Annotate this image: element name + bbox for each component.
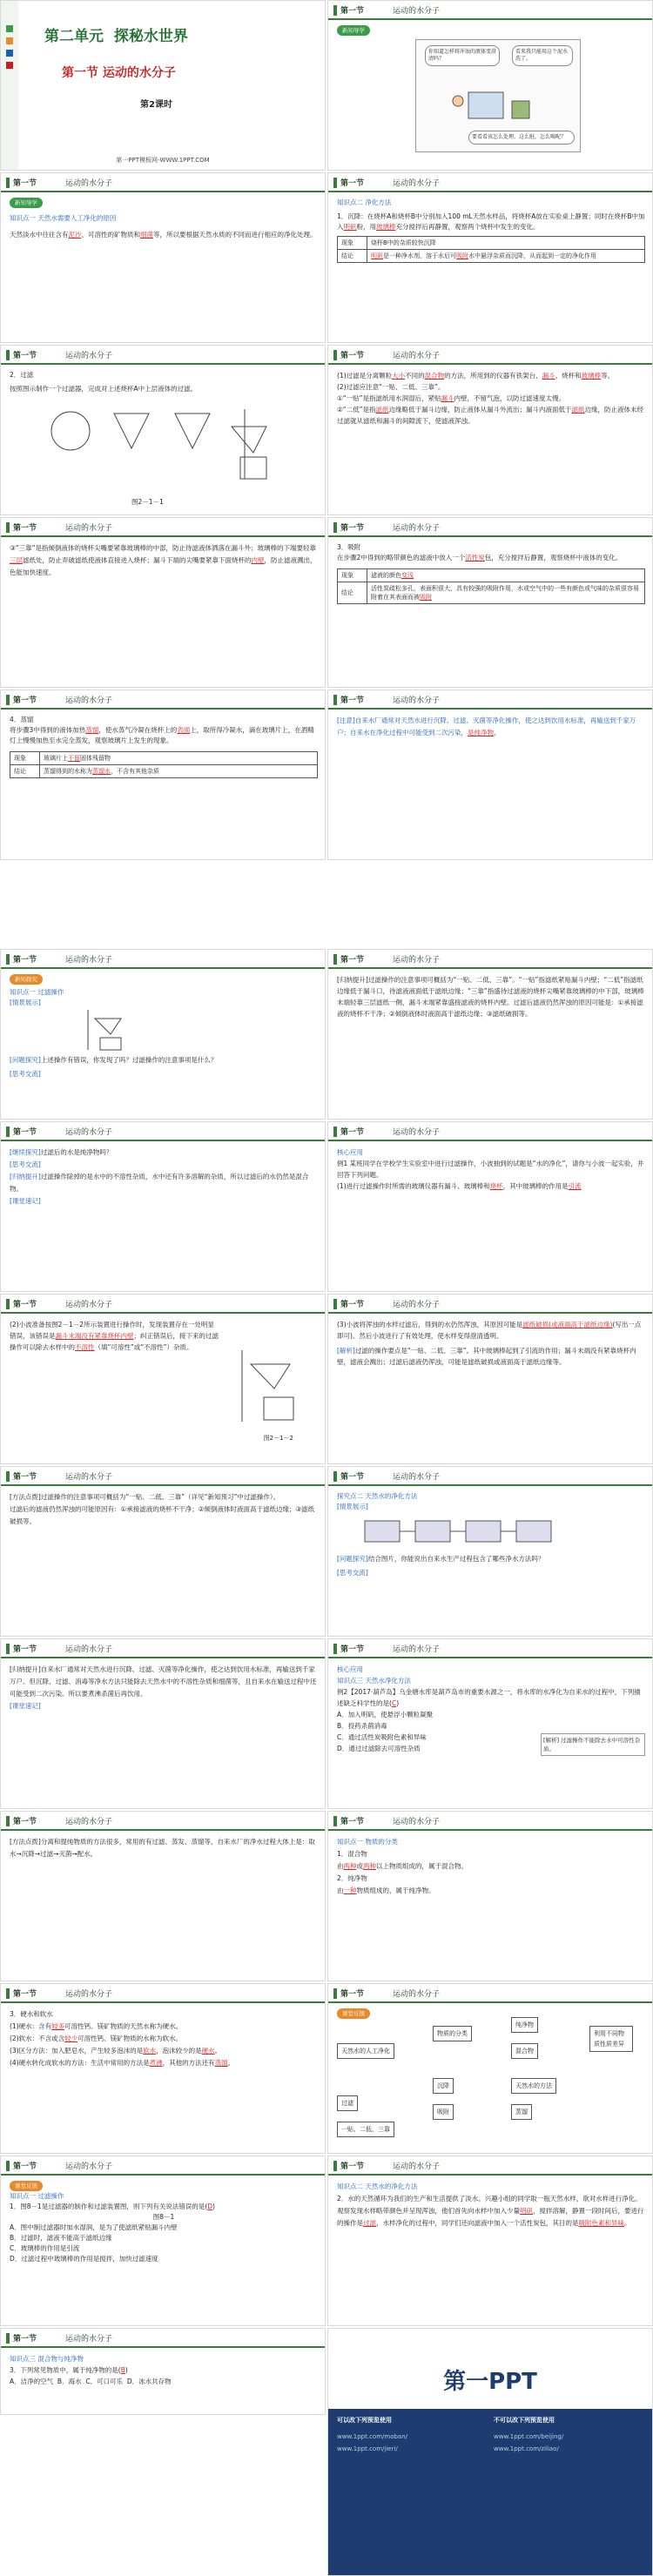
- paragraph: 例2【2017·葫芦岛】乌金塘水库是葫芦岛市的重要水源之一，将水库的水净化为自来水的过程中，下列描述缺乏科学性的是(C): [337, 1688, 641, 1707]
- slide-header: 第一节 运动的水分子: [1, 950, 325, 969]
- ppt-logo: 第一PPT: [443, 2369, 537, 2395]
- deco-square: [6, 50, 13, 57]
- filtration-apparatus-icon: [79, 1008, 131, 1052]
- water-tank-icon: [451, 84, 547, 127]
- slide-header: 第一节 运动的水分子: [1, 2156, 325, 2176]
- ad-link[interactable]: www.1ppt.com/beijing/: [494, 2433, 564, 2440]
- slide-explore-purification[interactable]: [327, 1466, 653, 1637]
- slide-header: 第一节 运动的水分子: [328, 1122, 652, 1141]
- slide-classification[interactable]: [327, 1811, 653, 1981]
- slide-explore-filtration[interactable]: [0, 949, 326, 1120]
- figure-caption: 图2－1－1: [131, 498, 164, 506]
- slide-example-2[interactable]: [327, 1638, 653, 1809]
- slide-sedimentation[interactable]: [327, 172, 653, 343]
- concept-node: 物质的分类: [433, 2026, 472, 2041]
- knowledge-point-title: 知识点一 物质的分类: [337, 1838, 398, 1846]
- heading: 3．吸附: [337, 543, 361, 551]
- paragraph: [继续探究]过滤后的水是纯净物吗？: [10, 1148, 113, 1156]
- paragraph: [归纳提升]自来水厂通常对天然水进行沉降、过滤、灭菌等净化操作，使之达到饮用水标准，再输送到千家万户。但沉降、过滤、消毒等净水方法只能除去天然水中的不溶性杂质和细菌等，且自来水在输送过程中还可能受到二次污染。所以要煮沸杀菌后再饮用。: [10, 1665, 317, 1698]
- slide-summary-purification[interactable]: [0, 1638, 326, 1809]
- period-label: 第2课时: [140, 100, 172, 110]
- label: 核心应用: [337, 1148, 363, 1156]
- slide-header: 第一节 运动的水分子: [328, 2156, 652, 2176]
- deco-square: [6, 25, 13, 32]
- paragraph: (2)小波准备按图2－1－2所示装置进行操作时，发现装置存在一处明显错误，该错误是漏斗末端没有紧靠烧杯内壁；纠正错误后，接下来的过滤操作可以除去水样中的不溶性（填“可溶性”或“不溶性”）杂质。: [10, 1321, 219, 1351]
- paragraph: (3)区分方法：加入肥皂水，产生较多泡沫的是软水，泡沫较少的是硬水。: [10, 2047, 222, 2055]
- cover-slide[interactable]: [0, 0, 326, 171]
- paragraph: 1．沉降：在烧杯A和烧杯B中分别加入100 mL天然水样品，将烧杯A放在实验桌上静置；同时在烧杯B中加入明矾粉，用玻璃棒充分搅拌后再静置，观察两个烧杯中发生的变化。: [337, 212, 645, 231]
- ad-label: 不可以改下列预览使用: [494, 2417, 555, 2424]
- option: B．投药杀菌消毒: [337, 1722, 387, 1730]
- result-table: 现象 玻璃片上不留固体残留物 结论 蒸馏得到的水称为蒸馏水，不含有其他杂质: [10, 751, 318, 778]
- tag-new: 新知导学: [337, 25, 370, 36]
- slide-header: 第一节 运动的水分子: [1, 1984, 325, 2003]
- slide-header: 第一节 运动的水分子: [328, 690, 652, 710]
- filter-paper-figure: [44, 405, 288, 483]
- slide-header: 第一节 运动的水分子: [328, 1984, 652, 2003]
- deco-square: [6, 62, 13, 69]
- paragraph: 例1 某班同学在学校学生实验室中进行过滤操作，小波抽到的试题是“水的净化”，请你与小波一起实验，并回答下列问题。: [337, 1160, 644, 1179]
- paragraph: ①“一贴”是指滤纸用水润湿后，紧贴漏斗内壁，不留气泡，以防过滤速度太慢。: [337, 394, 565, 402]
- slide-header: 第一节 运动的水分子: [1, 1467, 325, 1486]
- cover-footer: 第一PPT模板网-WWW.1PPT.COM: [116, 157, 210, 164]
- slide-header: 第一节 运动的水分子: [1, 690, 325, 710]
- deco-square: [6, 37, 13, 44]
- slide-example-1-part2[interactable]: [0, 1294, 326, 1464]
- knowledge-point-title: 知识点一 过滤操作: [10, 988, 64, 996]
- label: [课堂速记]: [10, 1197, 41, 1205]
- heading: 4．蒸馏: [10, 716, 34, 723]
- slide-header: 第一节 运动的水分子: [328, 1, 652, 20]
- tag-new: 新知导学: [10, 198, 43, 208]
- concept-node: 利用不同物质性质差异: [589, 2026, 633, 2052]
- ad-link[interactable]: www.1ppt.com/moban/: [337, 2433, 408, 2440]
- slide-separation-methods[interactable]: [0, 1811, 326, 1981]
- option: A．图中制过滤器时加水湿润，是为了使滤纸紧贴漏斗内壁: [10, 2223, 178, 2231]
- slide-intro-image[interactable]: [327, 0, 653, 171]
- option: A．加入明矾，使悬浮小颗粒凝聚: [337, 1711, 434, 1718]
- label: [情景展示]: [10, 999, 41, 1006]
- paragraph: ③“三靠”是指倾倒液体的烧杯尖嘴要紧靠玻璃棒的中部，防止待滤液体洒落在漏斗外；玻璃棒的下端要轻靠三层滤纸处，防止弄破滤纸使液体直接进入烧杯；漏斗下端的尖嘴要紧靠下面烧杯的内壁，防止滤液溅出，色能加快速度。: [10, 544, 317, 576]
- paragraph: 将步骤3中得到的液体加热蒸馏，使水蒸气冷凝在烧杯上的表面上，取所得冷凝水，滴在玻璃片上，在酒精灯上慢慢加热至水完全蒸发，观察玻璃片上发生的现象。: [10, 726, 314, 744]
- slide-header: 第一节 运动的水分子: [328, 1295, 652, 1314]
- knowledge-point-title: 探究点二 天然水的净化方法: [337, 1492, 418, 1500]
- paragraph: 2．水的天然循环为我们的生产和生活提供了淡水。兴趣小组的同学取一瓶天然水样，欲对水样进行净化。观察发现水样略带颜色并呈现浑浊，他们首先向水样中加入少量明矾，搅拌溶解，静置一段时间后，要进行的操作是过滤，水样净化的过程中，同学们还向滤液中加入一个活性炭包，其目的是吸附色素和异味。: [337, 2195, 644, 2227]
- paragraph: [解析]过滤的操作要点是“一贴、二低、三靠”。其中玻璃棒起到了引流的作用；漏斗末端没有紧靠烧杯内壁，滤液会溅出；过滤后滤液仍浑浊，可能是滤纸破损或液面高于滤纸边缘等。: [337, 1347, 636, 1366]
- label: [思考交流]: [10, 1160, 41, 1168]
- slide-note-waterworks[interactable]: [327, 689, 653, 860]
- figure-caption: 图2－1－2: [263, 1435, 293, 1442]
- speech-bubble: 看来我只能用这个泥水洗了。: [512, 45, 573, 66]
- ad-link[interactable]: www.1ppt.com/ziliao/: [494, 2445, 559, 2452]
- slide-header: 第一节 运动的水分子: [1, 173, 325, 192]
- paragraph: 1．图8－1是过滤器的制作和过滤装置图，则下列有关说法错误的是(D): [10, 2203, 215, 2210]
- paragraph: 3．下列常见物质中，属于纯净物的是(B): [10, 2366, 128, 2374]
- slide-header: 第一节 运动的水分子: [1, 1122, 325, 1141]
- option: C．玻璃棒的作用是引流: [10, 2244, 80, 2252]
- slide-header: 第一节 运动的水分子: [328, 1467, 652, 1486]
- slide-feedback-1[interactable]: [0, 2156, 326, 2326]
- slide-header: 第一节 运动的水分子: [1, 1639, 325, 1658]
- paragraph: (2)软水：不含或含较少可溶性钙、镁矿物质的水称为软水。: [10, 2035, 183, 2042]
- ad-label: 可以改下列预览使用: [337, 2417, 392, 2424]
- option: C．通过活性炭吸附色素和异味: [337, 1733, 427, 1741]
- paragraph: (1)进行过滤操作时所需的玻璃仪器有漏斗、玻璃棒和烧杯，其中玻璃棒的作用是引流: [337, 1182, 582, 1190]
- slide-summary-filtration[interactable]: [327, 949, 653, 1120]
- speech-bubble: 你知道怎样将浑浊的液体变澄清吗？: [425, 45, 500, 66]
- slide-example-1[interactable]: [327, 1121, 653, 1292]
- slide-distillation[interactable]: [0, 689, 326, 860]
- waterworks-diagram: [363, 1512, 572, 1550]
- slide-header: 第一节 运动的水分子: [1, 1295, 325, 1314]
- concept-node: 吸附: [433, 2104, 454, 2120]
- paragraph: [注意]自来水厂通常对天然水进行沉降、过滤、灭菌等净化操作，使之达到饮用水标准，再输送到千家万户；自来水在净化过程中可能受到二次污染，是纯净物。: [337, 716, 636, 736]
- paragraph: 按照图示制作一个过滤器，完成对上述烧杯A中上层液体的过滤。: [10, 385, 198, 393]
- concept-node: 沉降: [433, 2078, 454, 2094]
- ad-footer: [328, 2409, 652, 2576]
- paragraph: 由一种物质组成的，属于纯净物。: [337, 1887, 435, 1894]
- concept-node: 一贴、二低、三靠: [337, 2122, 394, 2137]
- slide-feedback-2[interactable]: [327, 2156, 653, 2326]
- concept-node: 天然水的人工净化: [337, 2043, 394, 2059]
- slide-header: 第一节 运动的水分子: [328, 518, 652, 537]
- label: [思考交流]: [337, 1569, 368, 1577]
- concept-node: 过滤: [337, 2095, 358, 2111]
- slide-filtration-rules[interactable]: [327, 345, 653, 515]
- heading: 1．混合物: [337, 1850, 367, 1858]
- concept-node: 混合物: [511, 2043, 538, 2059]
- unit-title: 第二单元 探秘水世界: [44, 28, 188, 45]
- slide-header: 第一节 运动的水分子: [328, 1639, 652, 1658]
- tag-feedback: 课堂反馈: [10, 2181, 43, 2191]
- paragraph: (3)小波将浑浊的水样过滤后，得到的水仍然浑浊，其原因可能是滤纸破损(或液面高于滤纸边缘)(写出一点即可)。然后小波进行了有效处理，使水样变得澄清透明。: [337, 1321, 642, 1340]
- slide-header: 第一节 运动的水分子: [328, 173, 652, 192]
- paragraph: [归纳提升]过滤操作除掉的是水中的不溶性杂质，水中还有许多溶解的杂质，所以过滤后的水仍然是混合物。: [10, 1173, 309, 1193]
- knowledge-point-title: 知识点三 天然水净化方法: [337, 1677, 411, 1685]
- result-table: 现象 滤液的颜色变浅 结论 活性炭疏松多孔，表面积很大，具有较强的吸附作用，水或空气中的一些有颜色或气味的杂质很容易附着在其表面而被吸附: [337, 568, 645, 604]
- paragraph: [方法点拨]分离和提纯物质的方法很多，常用的有过滤、蒸发、蒸馏等，自来水厂的净水过程大体上是：取水→沉降→过滤→灭菌→配水。: [10, 1838, 315, 1858]
- paragraph: (4)硬水转化成软水的方法：生活中常用的方法是煮沸，其他的方法还有蒸馏。: [10, 2059, 235, 2067]
- paragraph: [方法点拨]过滤操作的注意事项可概括为“一贴、二低、三靠”（详见“新知预习”中过滤操作）。: [10, 1493, 280, 1501]
- filtration-apparatus-icon: [229, 1347, 307, 1425]
- paragraph: (1)过滤是分离颗粒大小不同的混合物的方法，所用到的仪器有铁架台、漏斗、烧杯和玻璃棒等。: [337, 372, 615, 380]
- knowledge-point-title: 知识点三 混合物与纯净物: [10, 2355, 84, 2363]
- knowledge-point-title: 知识点二 天然水的净化方法: [337, 2183, 418, 2190]
- ad-link[interactable]: www.1ppt.com/jieri/: [337, 2445, 398, 2452]
- slide-adsorption[interactable]: [327, 517, 653, 688]
- knowledge-point-title: 知识点一 过滤操作: [10, 2192, 64, 2200]
- label: [思考交流]: [10, 1070, 41, 1078]
- option: B．过滤时，滤液不能高于滤纸边缘: [10, 2234, 112, 2242]
- paragraph: [问题探究]结合图片，你能说出自来水生产过程包含了哪些净水方法吗？: [337, 1555, 545, 1563]
- heading: 2．纯净物: [337, 1874, 367, 1882]
- paragraph: (1)硬水：含有较多可溶性钙、镁矿物质的天然水称为硬水。: [10, 2022, 183, 2030]
- scene-illustration: [415, 39, 581, 152]
- heading: 2．过滤: [10, 371, 34, 379]
- slide-why-purify[interactable]: [0, 172, 326, 343]
- result-table: 现象 烧杯B中的杂质较快沉降 结论 明矾是一种净水剂，溶于水后可吸附水中悬浮杂质而沉降，从而起到一定的净化作用: [337, 236, 645, 263]
- concept-node: 蒸馏: [511, 2104, 532, 2120]
- paragraph: (2)过滤应注意“一贴、二低、三靠”。: [337, 383, 445, 391]
- cover-side-strip: [1, 1, 18, 171]
- slide-continue-explore[interactable]: [0, 1121, 326, 1292]
- slide-header: 第一节 运动的水分子: [1, 518, 325, 537]
- concept-node: 纯净物: [511, 2017, 538, 2033]
- options-row: A．洁净的空气 B．海水 C．可口可乐 D．冰水共存物: [10, 2378, 172, 2385]
- heading: 3．硬水和软水: [10, 2010, 53, 2018]
- slide-feedback-3[interactable]: [0, 2328, 326, 2415]
- figure-caption: 图8－1: [152, 2213, 175, 2221]
- option: D．过滤过程中玻璃棒的作用是搅拌，加快过滤速度: [10, 2255, 158, 2263]
- slide-header: 第一节 运动的水分子: [328, 1812, 652, 1831]
- slide-header: 第一节 运动的水分子: [328, 950, 652, 969]
- slide-method-tips[interactable]: [0, 1466, 326, 1637]
- slide-concept-map[interactable]: [327, 1983, 653, 2154]
- slide-header: 第一节 运动的水分子: [1, 346, 325, 365]
- paragraph: 在步骤2中得到的略带颜色的滤液中放入一个活性炭包，充分搅拌后静置，观察烧杯中液体的变化。: [337, 554, 623, 562]
- slide-filtration-intro[interactable]: [0, 345, 326, 515]
- knowledge-point-title: 知识点二 净化方法: [337, 198, 392, 206]
- slide-header: 第一节 运动的水分子: [1, 1812, 325, 1831]
- slide-hard-soft-water[interactable]: [0, 1983, 326, 2154]
- paragraph: 天然淡水中往往含有泥沙、可溶性的矿物质和细菌等，所以要根据天然水质的不同而进行相应的净化处理。: [10, 231, 317, 239]
- analysis-box: [解析] 过滤操作不能除去水中可溶性杂质。: [541, 1733, 645, 1756]
- lesson-title: 第一节 运动的水分子: [62, 66, 176, 80]
- speech-bubble: 要看看该怎么处理。这么脏，怎么喝呢？: [468, 131, 575, 145]
- paragraph: 由两种或两种以上物质组成的，属于混合物。: [337, 1862, 468, 1870]
- tag-explore: 新知探究: [10, 974, 43, 985]
- paragraph: [归纳提升]过滤操作的注意事项可概括为“一贴、二低、三靠”。“一贴”指滤纸紧贴漏斗内壁；“二低”指滤纸边缘低于漏斗口，待滤液液面低于滤纸边缘；“三靠”指盛待过滤液的烧杯尖嘴紧靠玻璃棒的中下部，玻璃棒末端轻靠三层滤纸一侧，漏斗末端紧靠盛接滤液的烧杯内壁。过滤后滤液仍然浑浊的原因可能是：①承接滤液的烧杯不干净；②倾倒液体时液面高于滤纸边缘；③滤纸破损等。: [337, 976, 644, 1018]
- paragraph: ②“二低”是指滤纸边缘略低于漏斗边缘，防止液体从漏斗外流出；漏斗内液面低于滤纸边缘，防止液体未经过滤就从滤纸和漏斗的间隙流下，使滤液浑浊。: [337, 406, 643, 425]
- slide-three-leans[interactable]: [0, 517, 326, 688]
- paragraph: 过滤后的滤液仍然浑浊的可能原因有：①承接滤液的烧杯不干净；②倾倒液体时液面高于滤纸边缘；③滤纸破损等。: [10, 1505, 315, 1525]
- slide-header: 第一节 运动的水分子: [328, 346, 652, 365]
- slide-header: 第一节 运动的水分子: [1, 2329, 325, 2348]
- label: [课堂速记]: [10, 1702, 41, 1710]
- concept-node: 天然水的方法: [511, 2078, 556, 2094]
- tag-feedback: 课堂反馈: [337, 2008, 370, 2019]
- label: 核心应用: [337, 1665, 363, 1673]
- slide-example-1-part3[interactable]: [327, 1294, 653, 1464]
- label: [情景展示]: [337, 1503, 368, 1510]
- option: D．通过过滤除去可溶性杂质: [337, 1745, 421, 1752]
- knowledge-point-title: 知识点一 天然水需要人工净化的原因: [10, 214, 117, 222]
- ppt-ad-slide[interactable]: [327, 2328, 653, 2576]
- paragraph: [问题探究]上述操作有错误，你发现了吗？过滤操作的注意事项是什么？: [10, 1056, 218, 1064]
